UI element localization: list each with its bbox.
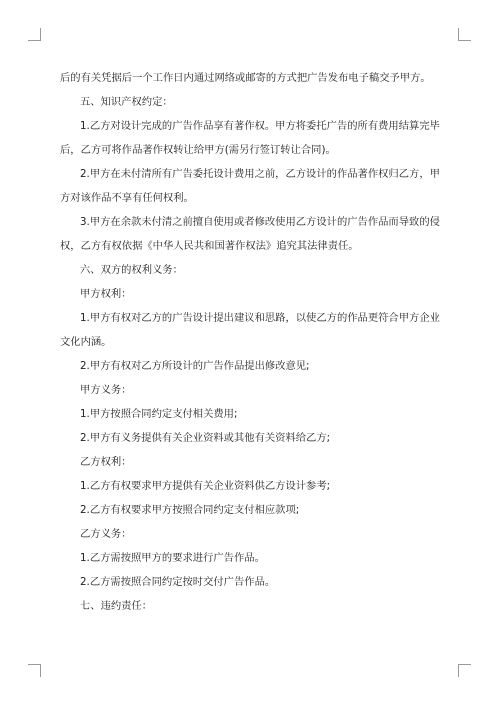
paragraph-ip-1: 1.乙方对设计完成的广告作品享有著作权。甲方将委托广告的所有费用结算完毕后，乙方可将作品著作权转让给甲方(需另行签订转让合同)。 <box>60 120 440 156</box>
page-corner-mark-top-right <box>458 28 471 41</box>
paragraph-b-duties-1: 1.乙方需按照甲方的要求进行广告作品。 <box>80 552 265 564</box>
paragraph-b-duties-2: 2.乙方需按照合同约定按时交付广告作品。 <box>80 576 276 588</box>
page-corner-mark-bottom-right <box>458 664 471 677</box>
subheading-party-a-rights: 甲方权利： <box>80 288 132 300</box>
section-heading-breach: 七、违约责任： <box>80 600 153 612</box>
paragraph-a-rights-1: 1.甲方有权对乙方的广告设计提出建议和思路，以使乙方的作品更符合甲方企业文化内涵。 <box>60 312 440 348</box>
paragraph-a-rights-2: 2.甲方有权对乙方所设计的广告作品提出修改意见; <box>80 360 310 372</box>
paragraph-b-rights-1: 1.乙方有权要求甲方提供有关企业资料供乙方设计参考; <box>80 480 331 492</box>
paragraph-b-rights-2: 2.乙方有权要求甲方按照合同约定支付相应款项; <box>80 504 300 516</box>
subheading-party-b-rights: 乙方权利： <box>80 456 132 468</box>
paragraph-ip-2: 2.甲方在未付清所有广告委托设计费用之前，乙方设计的作品著作权归乙方，甲方对该作品不享有任何权利。 <box>60 168 440 204</box>
page-corner-mark-top-left <box>28 28 41 41</box>
paragraph-continuation: 后的有关凭据后一个工作日内通过网络或邮寄的方式把广告发布电子稿交予甲方。 <box>60 72 431 84</box>
paragraph-ip-3: 3.甲方在余款未付清之前擅自使用或者修改使用乙方设计的广告作品而导致的侵权，乙方有权依据《中华人民共和国著作权法》追究其法律责任。 <box>60 216 440 252</box>
section-heading-rights: 六、双方的权利义务： <box>80 264 183 276</box>
subheading-party-a-duties: 甲方义务： <box>80 384 132 396</box>
document-body <box>60 66 440 618</box>
paragraph-a-duties-1: 1.甲方按照合同约定支付相关费用; <box>80 408 238 420</box>
subheading-party-b-duties: 乙方义务： <box>80 528 132 540</box>
paragraph-a-duties-2: 2.甲方有义务提供有关企业资料或其他有关资料给乙方; <box>80 432 331 444</box>
section-heading-ip: 五、知识产权约定： <box>80 96 173 108</box>
page-corner-mark-bottom-left <box>28 664 41 677</box>
